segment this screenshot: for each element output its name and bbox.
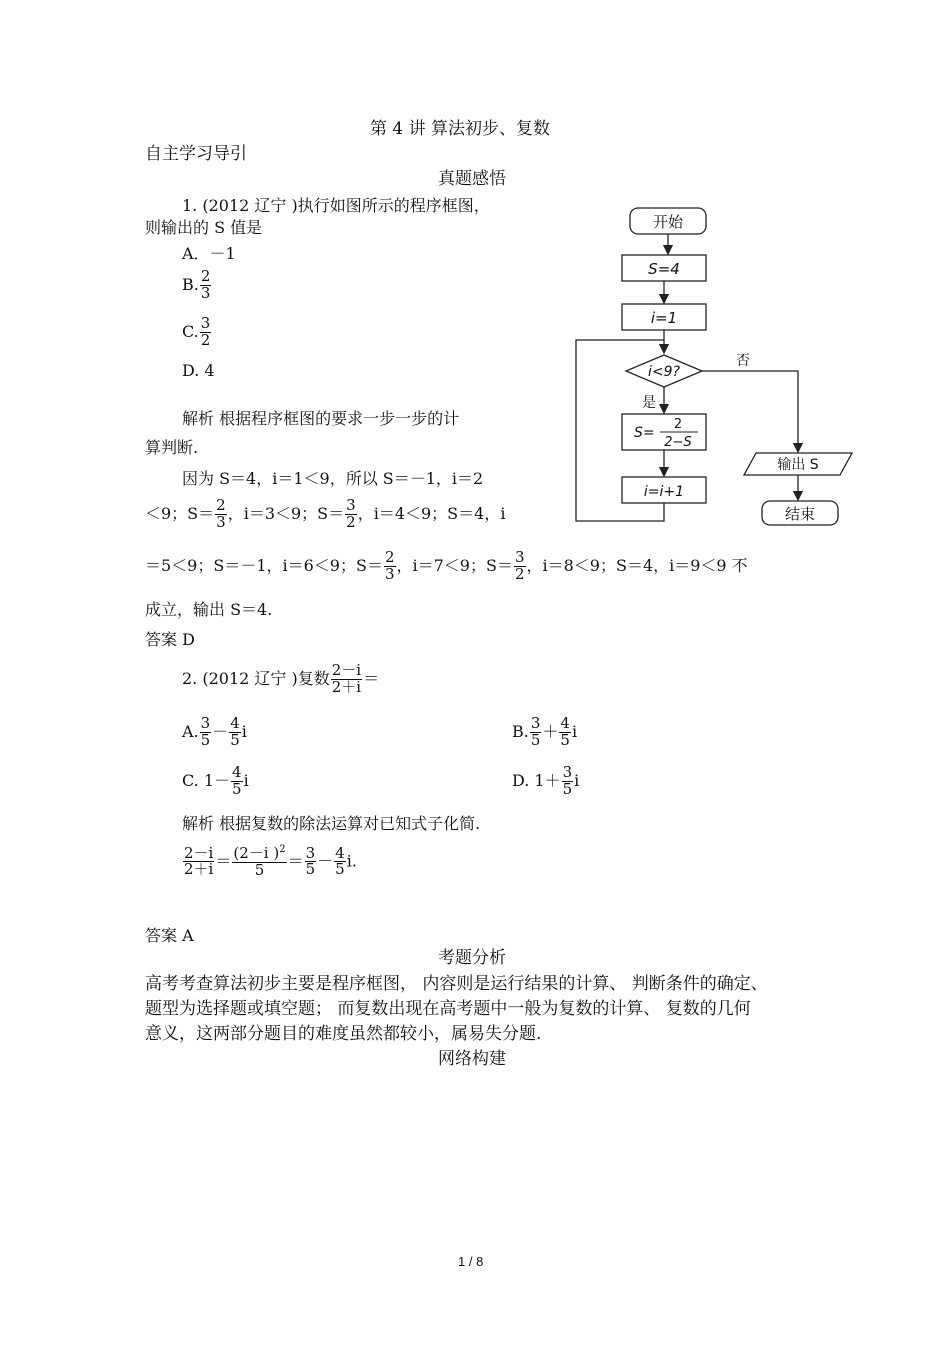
program-flowchart xyxy=(560,200,870,530)
frac-den: 2 xyxy=(346,512,356,531)
frac-den: 3 xyxy=(384,564,395,583)
fraction-2-3 xyxy=(384,550,396,583)
q2-stem xyxy=(182,663,379,696)
frac-den: 5 xyxy=(232,779,242,798)
q2-option-a xyxy=(182,716,247,749)
q1-option-c-fraction xyxy=(200,316,212,349)
sub-heading-real-questions: 真题感悟 xyxy=(438,169,506,189)
flow-assign-den: 2−S xyxy=(664,435,692,450)
frac-num: 3 xyxy=(530,714,541,732)
calc-tail: i. xyxy=(346,851,357,871)
frac-num: 2－i xyxy=(331,661,362,679)
trace-text: ，i＝8＜9；S＝4，i＝9＜9 不 xyxy=(526,555,748,575)
q2-calculation xyxy=(182,845,357,879)
q2-stem-eq: ＝ xyxy=(363,668,380,688)
frac-den: 3 xyxy=(200,283,211,302)
q1-trace-line1: 因为 S＝4，i＝1＜9，所以 S＝－1，i＝2 xyxy=(182,469,484,488)
fraction xyxy=(200,716,212,749)
frac-num: 3 xyxy=(305,843,316,862)
q1-option-c-label: C. xyxy=(182,321,199,341)
flow-start-label: 开始 xyxy=(652,213,684,231)
frac-den: 5 xyxy=(530,730,541,749)
frac-den: 5 xyxy=(562,779,573,798)
flow-no-branch-line xyxy=(702,371,798,452)
sub-heading-exam-analysis: 考题分析 xyxy=(438,948,506,968)
imag-unit: i xyxy=(243,770,249,790)
frac-num-text: (2－i ) xyxy=(233,844,280,862)
frac-num: 3 xyxy=(200,714,211,732)
frac-den: 2 xyxy=(200,330,211,349)
q1-stem-line1: 1. (2012 辽宁 )执行如图所示的程序框图， xyxy=(182,196,490,215)
frac-den: 5 xyxy=(254,860,265,879)
fraction xyxy=(559,716,571,749)
section-heading: 自主学习导引 xyxy=(145,144,247,164)
flow-output-label: 输出 S xyxy=(777,457,819,473)
page-title: 第 4 讲 算法初步、复数 xyxy=(370,119,551,139)
fraction xyxy=(334,843,346,879)
frac-den: 3 xyxy=(216,512,226,531)
fraction xyxy=(183,843,214,879)
q2-option-b xyxy=(512,716,577,749)
q1-option-b-label: B. xyxy=(182,274,199,294)
frac-num: 3 xyxy=(562,763,573,781)
frac-num: 3 xyxy=(200,314,211,332)
option-label: C. 1－ xyxy=(182,770,231,790)
q2-option-d xyxy=(512,765,579,798)
frac-num: 2－i xyxy=(184,843,214,862)
operator: － xyxy=(212,721,229,741)
q1-analysis-line2: 算判断. xyxy=(145,438,199,457)
sub-heading-network: 网络构建 xyxy=(438,1049,506,1069)
trace-text: ＜9；S＝ xyxy=(145,503,215,523)
frac-den: 2＋i xyxy=(331,677,362,696)
page-number: 1 / 8 xyxy=(458,1254,484,1269)
trace-text: ，i＝7＜9；S＝ xyxy=(396,555,513,575)
frac-num: 2 xyxy=(384,548,395,566)
flow-condition-label: i<9? xyxy=(648,364,680,380)
trace-text: ＝5＜9；S＝－1，i＝6＜9；S＝ xyxy=(145,555,383,575)
imag-unit: i xyxy=(574,770,580,790)
flow-i-init-label: i=1 xyxy=(650,309,678,327)
q1-trace-line2 xyxy=(145,498,505,531)
q1-answer: 答案 D xyxy=(145,630,195,649)
option-label: B. xyxy=(512,721,529,741)
fraction xyxy=(231,765,243,798)
q1-trace-line3 xyxy=(145,550,748,583)
flow-end-label: 结束 xyxy=(784,505,816,523)
flow-yes-label: 是 xyxy=(642,395,656,411)
frac-den: 2＋i xyxy=(184,860,214,879)
imag-unit: i xyxy=(571,721,578,741)
q2-analysis: 解析 根据复数的除法运算对已知式子化简. xyxy=(182,814,481,833)
equals: ＝ xyxy=(215,851,232,871)
q1-stem-line2: 则输出的 S 值是 xyxy=(145,218,263,237)
q1-option-b xyxy=(182,269,212,302)
q1-option-a: A．－1 xyxy=(182,244,236,263)
flow-assign-lhs: S= xyxy=(634,425,655,441)
frac-num: 4 xyxy=(232,763,242,781)
frac-num: 3 xyxy=(346,496,356,514)
fraction xyxy=(562,765,574,798)
fraction xyxy=(229,716,241,749)
q2-answer: 答案 A xyxy=(145,926,194,945)
frac-num: 2 xyxy=(200,267,211,285)
frac-den: 5 xyxy=(335,860,345,879)
frac-den: 5 xyxy=(230,730,240,749)
q1-option-b-fraction xyxy=(200,269,212,302)
flow-no-label: 否 xyxy=(736,353,750,369)
trace-text: ，i＝3＜9；S＝ xyxy=(227,503,345,523)
frac-num: 2 xyxy=(216,496,226,514)
fraction xyxy=(305,843,317,879)
operator: － xyxy=(317,851,334,871)
flow-incr-label: i=i+1 xyxy=(643,484,685,500)
flow-s-init-label: S=4 xyxy=(648,260,680,278)
q1-option-c xyxy=(182,316,212,349)
frac-den: 2 xyxy=(514,564,525,583)
option-label: D. 1＋ xyxy=(512,770,561,790)
option-label: A. xyxy=(182,721,199,741)
analysis-para-line: 高考考查算法初步主要是程序框图， 内容则是运行结果的计算、 判断条件的确定、 xyxy=(145,974,768,994)
exponent: 2 xyxy=(279,844,286,855)
fraction xyxy=(232,845,286,879)
frac-num: 4 xyxy=(230,714,240,732)
analysis-para-line: 题型为选择题或填空题； 而复数出现在高考题中一般为复数的计算、 复数的几何 xyxy=(145,999,751,1019)
trace-text: ，i＝4＜9；S＝4，i xyxy=(357,503,506,523)
fraction-3-2 xyxy=(514,550,526,583)
operator: ＋ xyxy=(542,721,559,741)
q2-stem-fraction xyxy=(331,663,362,696)
imag-unit: i xyxy=(241,721,247,741)
frac-den: 5 xyxy=(560,730,570,749)
equals: ＝ xyxy=(287,851,304,871)
frac-num: 3 xyxy=(514,548,525,566)
q2-stem-text: 2. (2012 辽宁 )复数 xyxy=(182,668,330,688)
frac-den: 5 xyxy=(305,860,316,879)
fraction xyxy=(530,716,542,749)
fraction-3-2 xyxy=(345,498,357,531)
q1-analysis-line1: 解析 根据程序框图的要求一步一步的计 xyxy=(182,409,460,428)
q1-trace-line4: 成立，输出 S＝4. xyxy=(145,600,273,619)
fraction-2-3 xyxy=(215,498,227,531)
analysis-para-line: 意义，这两部分题目的难度虽然都较小，属易失分题. xyxy=(145,1024,542,1044)
frac-num: 4 xyxy=(560,714,570,732)
flow-assign-num: 2 xyxy=(673,417,683,432)
frac-den: 5 xyxy=(200,730,211,749)
q1-option-d: D. 4 xyxy=(182,361,215,380)
frac-num: 4 xyxy=(335,843,345,862)
q2-option-c xyxy=(182,765,249,798)
